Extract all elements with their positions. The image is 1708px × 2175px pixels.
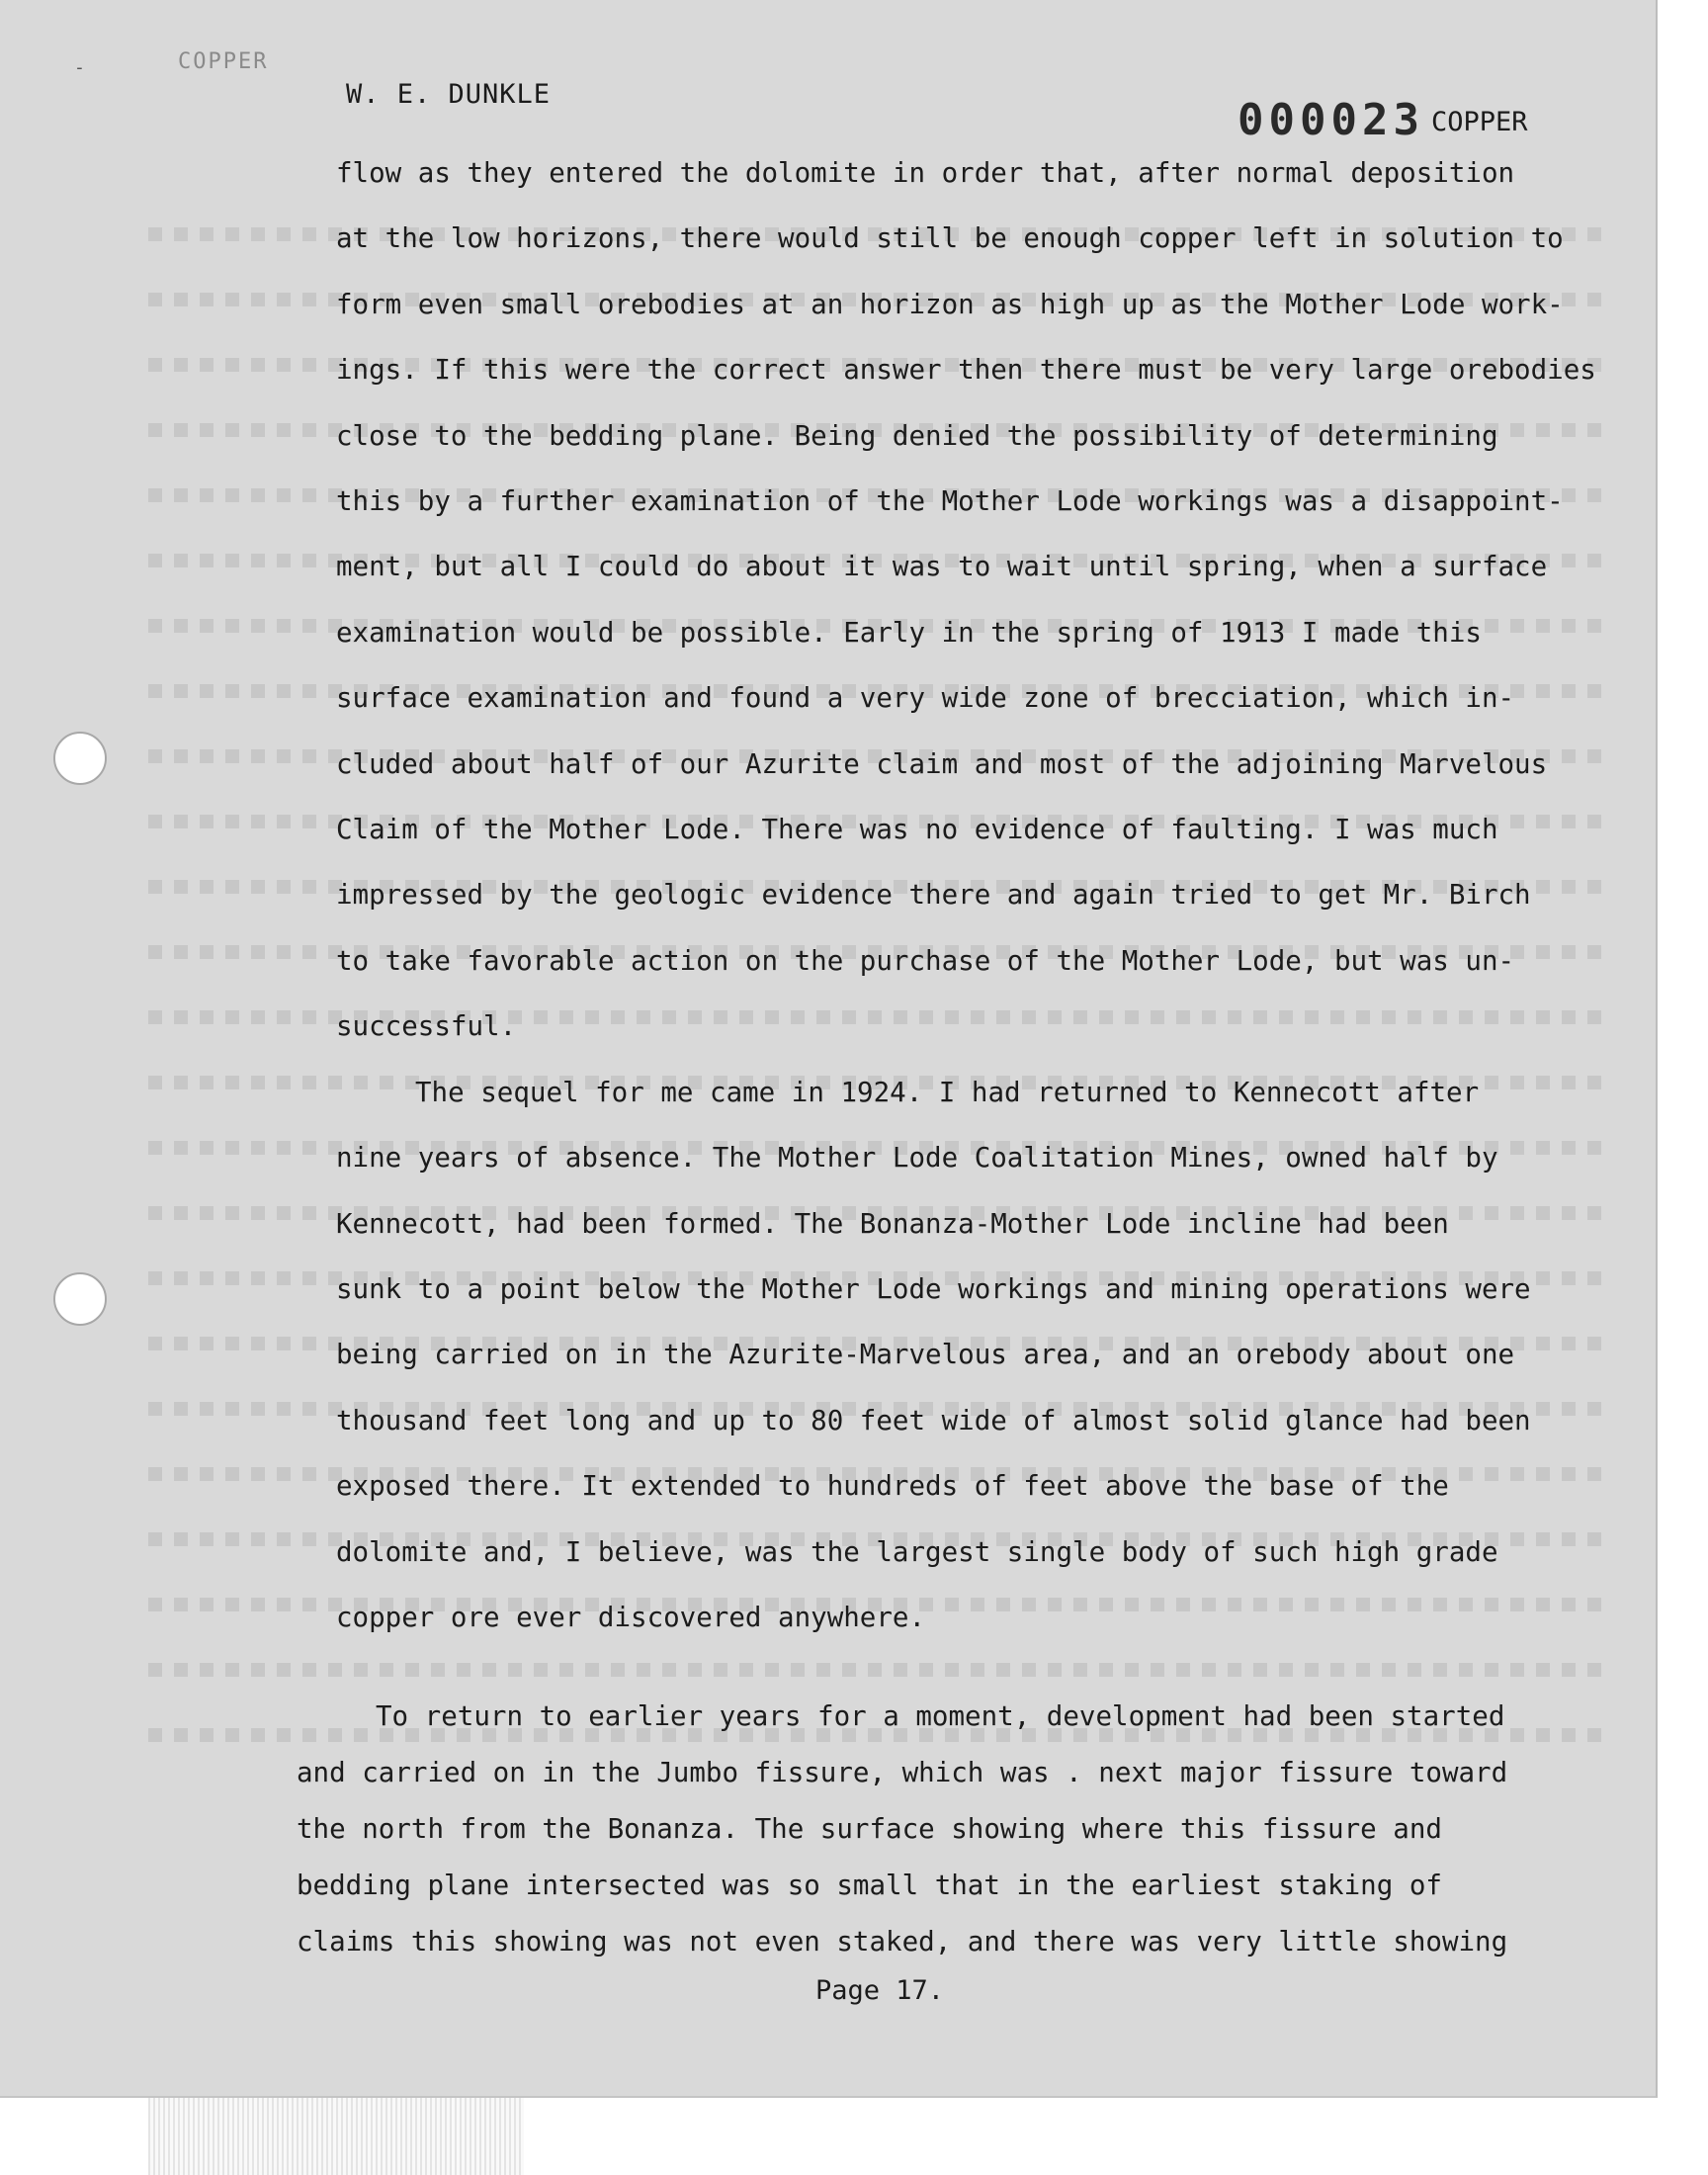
text-line: being carried on in the Azurite-Marvelous area, and an orebody about one [336,1339,1515,1371]
text-line: thousand feet long and up to 80 feet wide of almost solid glance had been [336,1404,1531,1436]
text-line: Claim of the Mother Lode. There was no evidence of faulting. I was much [336,814,1498,846]
main-text [336,140,1651,1650]
text-line: nine years of absence. The Mother Lode Coalitation Mines, owned half by [336,1142,1498,1174]
text-line: bedding plane intersected was so small that in the earliest staking of [297,1870,1442,1901]
text-line: copper ore ever discovered anywhere. [336,1601,926,1633]
text-line: dolomite and, I believe, was the largest single body of such high grade [336,1535,1498,1568]
text-line: impressed by the geologic evidence there and again tried to get Mr. Birch [336,879,1531,912]
text-line: this by a further examination of the Mother Lode workings was a disappoint- [336,485,1564,518]
margin-mark: - [74,57,85,78]
text-line: Kennecott, had been formed. The Bonanza-Mother Lode incline had been [336,1207,1449,1240]
document-number-stamp: 000023 [1238,95,1424,145]
author-heading: W. E. DUNKLE [346,79,552,110]
text-line: claims this showing was not even staked, and there was very little showing [297,1926,1508,1958]
text-line: exposed there. It extended to hundreds of feet above the base of the [336,1470,1449,1503]
punch-hole-bottom [53,1272,107,1326]
text-line: sunk to a point below the Mother Lode workings and mining operations were [336,1272,1531,1305]
text-line: at the low horizons, there would still be enough copper left in solution to [336,222,1564,255]
closing-paragraph [297,1689,1631,1970]
text-line: and carried on in the Jumbo fissure, which was . next major fissure toward [297,1757,1508,1788]
text-line: To return to earlier years for a moment, development had been started [376,1700,1505,1732]
topic-heading: COPPER [1431,107,1528,137]
text-line: form even small orebodies at an horizon as high up as the Mother Lode work- [336,288,1564,320]
faint-corner-label: COPPER [178,49,269,74]
text-line: cluded about half of our Azurite claim and most of the adjoining Marvelous [336,747,1548,780]
text-line: surface examination and found a very wide zone of brecciation, which in- [336,682,1515,715]
text-line: ings. If this were the correct answer then there must be very large orebodies [336,354,1596,387]
scan-artifact [148,2098,524,2175]
text-line: close to the bedding plane. Being denied the possibility of determining [336,419,1498,452]
text-line: examination would be possible. Early in the spring of 1913 I made this [336,616,1482,649]
text-line: ment, but all I could do about it was to wait until spring, when a surface [336,551,1548,583]
page-number: Page 17. [815,1975,945,2006]
text-line: successful. [336,1010,517,1043]
punch-hole-top [53,732,107,785]
text-line: flow as they entered the dolomite in order that, after normal deposition [336,157,1515,189]
text-line: The sequel for me came in 1924. I had returned to Kennecott after [415,1076,1480,1108]
text-line: the north from the Bonanza. The surface showing where this fissure and [297,1813,1442,1845]
text-line: to take favorable action on the purchase of the Mother Lode, but was un- [336,944,1515,977]
